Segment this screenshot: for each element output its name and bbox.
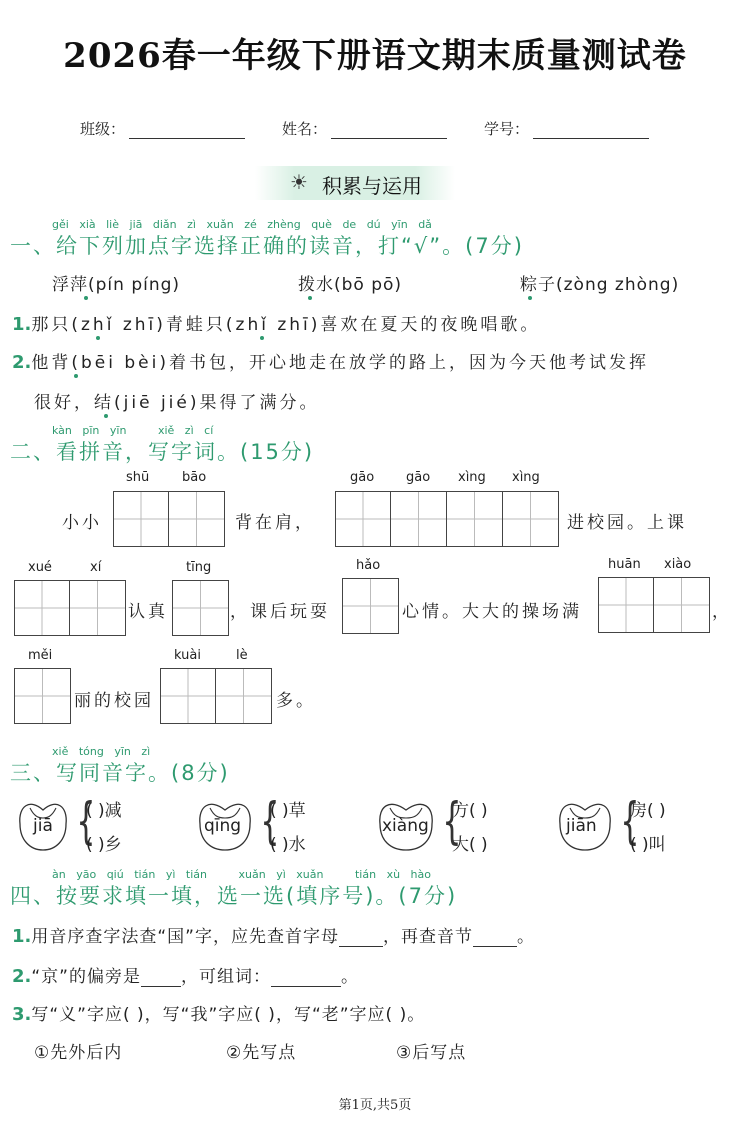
emphasis-dot <box>308 296 312 300</box>
writing-box[interactable] <box>447 491 503 547</box>
q4-sentence-3[interactable]: 3.写“义”字应( )，写“我”字应( )，写“老”字应( )。 <box>12 1004 426 1025</box>
pinyin-mei: měi <box>28 648 53 663</box>
q1-item-fuping[interactable]: 浮萍(pín píng) <box>52 275 181 295</box>
q3-pinyin: xiě tóng yīn zì <box>52 745 151 758</box>
writing-box[interactable] <box>172 580 229 636</box>
pinyin-xing: xìng <box>458 470 486 485</box>
pinyin-xi: xí <box>90 560 102 575</box>
pinyin-gao: gāo <box>406 470 431 485</box>
q1-sentence-2a[interactable]: 2.他背(bēi bèi)着书包，开心地走在放学的路上，因为今天他考试发挥 <box>12 352 649 373</box>
emphasis-dot <box>96 336 100 340</box>
section-banner-title: 积累与运用 <box>322 174 422 198</box>
pinyin-shu: shū <box>126 470 150 485</box>
q1-sentence-1[interactable]: 1.那只(zhǐ zhī)青蛙只(zhǐ zhī)喜欢在夏天的夜晚唱歌。 <box>12 314 541 335</box>
q2-boxes-gaogaoxingxing[interactable] <box>335 491 559 547</box>
writing-box[interactable] <box>598 577 654 633</box>
pinyin-bao: bāo <box>182 470 207 485</box>
pinyin-hao: hǎo <box>356 558 381 573</box>
writing-box[interactable] <box>335 491 391 547</box>
q1-item-boshui[interactable]: 拨水(bō pō) <box>298 275 403 295</box>
q2-boxes-kuaile[interactable] <box>160 668 272 724</box>
q2-text-xiaoxiao: 小小 <box>62 513 102 533</box>
brace: { <box>442 792 462 850</box>
q2-boxes-shubao[interactable] <box>113 491 225 547</box>
q2-text-jinxiaoyuan: 进校园。上课 <box>567 513 687 533</box>
writing-box[interactable] <box>70 580 126 636</box>
emphasis-dot <box>104 414 108 418</box>
q3-blank-shui[interactable]: ( )水 <box>270 835 306 855</box>
name-label: 姓名： <box>282 120 328 138</box>
writing-box[interactable] <box>113 491 169 547</box>
q3-blank-fangjian[interactable]: 房( ) <box>630 801 666 821</box>
q4-blank-initial[interactable] <box>339 932 383 947</box>
emphasis-dot <box>74 374 78 378</box>
q3-blank-daxiang[interactable]: 大( ) <box>452 835 488 855</box>
writing-box[interactable] <box>391 491 447 547</box>
q2-pinyin: kàn pīn yīn xiě zì cí <box>52 424 214 437</box>
q4-option-1: ①先外后内 <box>34 1043 123 1063</box>
brace: { <box>260 792 280 850</box>
q4-blank-radical[interactable] <box>141 972 181 987</box>
q4-pinyin: àn yāo qiú tián yì tián xuǎn yì xuǎn tián xù hào <box>52 868 431 881</box>
writing-box[interactable] <box>14 580 70 636</box>
writing-box[interactable] <box>160 668 216 724</box>
q4-sentence-2[interactable]: 2.“京”的偏旁是 ，可组词： 。 <box>12 966 359 987</box>
page-title: 2026春一年级下册语文期末质量测试卷 <box>63 36 687 76</box>
q2-text-kehou: ，课后玩耍 <box>230 602 330 622</box>
q1-item-zongzi[interactable]: 粽子(zòng zhòng) <box>520 275 680 295</box>
q2-heading: 二、看拼音，写字词。(15分) <box>10 440 315 464</box>
q3-blank-xiang[interactable]: ( )乡 <box>86 835 122 855</box>
q3-pinyin-jian: jiān <box>566 816 597 836</box>
q3-blank-jian[interactable]: ( )减 <box>86 801 122 821</box>
q1-pinyin: gěi xià liè jiā diǎn zì xuǎn zé zhèng què de dú yīn dǎ <box>52 218 432 231</box>
writing-box[interactable] <box>503 491 559 547</box>
emphasis-dot <box>528 296 532 300</box>
class-blank[interactable] <box>129 122 245 139</box>
q4-option-3: ③后写点 <box>396 1043 467 1063</box>
q4-option-2: ②先写点 <box>226 1043 297 1063</box>
id-blank[interactable] <box>533 122 649 139</box>
class-label: 班级： <box>80 120 126 138</box>
pinyin-gao: gāo <box>350 470 375 485</box>
q3-blank-cao[interactable]: ( )草 <box>270 801 306 821</box>
writing-box[interactable] <box>216 668 272 724</box>
q2-boxes-huanxiao[interactable] <box>598 577 710 633</box>
q2-text-lide: 丽的校园 <box>74 691 154 711</box>
q3-pinyin-xiang: xiàng <box>382 816 429 836</box>
class-field[interactable] <box>80 118 245 139</box>
name-field[interactable] <box>282 118 447 139</box>
q4-heading: 四、按要求填一填，选一选(填序号)。(7分) <box>10 884 458 908</box>
pinyin-ting: tīng <box>186 560 212 575</box>
q4-blank-word[interactable] <box>271 972 341 987</box>
q3-heading: 三、写同音字。(8分) <box>10 761 230 785</box>
id-label: 学号： <box>484 120 530 138</box>
q2-text-xinqing: 心情。大大的操场满 <box>402 602 582 622</box>
q3-blank-jianjiao[interactable]: ( )叫 <box>630 835 666 855</box>
pinyin-kuai: kuài <box>174 648 201 663</box>
writing-box[interactable] <box>14 668 71 724</box>
writing-box[interactable] <box>342 578 399 634</box>
q2-text-renzhen: 认真 <box>128 602 168 622</box>
pinyin-xue: xué <box>28 560 52 575</box>
name-blank[interactable] <box>331 122 447 139</box>
writing-box[interactable] <box>169 491 225 547</box>
q3-pinyin-jia: jiā <box>33 816 53 836</box>
q2-boxes-xuexi[interactable] <box>14 580 126 636</box>
q1-sentence-2b[interactable]: 很好，结(jiē jié)果得了满分。 <box>34 393 320 413</box>
pinyin-xiao: xiào <box>664 557 692 572</box>
page-footer: 第1页,共5页 <box>338 1098 412 1113</box>
pinyin-le: lè <box>236 648 248 663</box>
q2-text-beizaijian: 背在肩， <box>235 513 315 533</box>
q3-pinyin-qing: qīng <box>204 816 242 836</box>
q2-text-comma: ， <box>712 602 732 622</box>
q2-text-duo: 多。 <box>276 691 316 711</box>
writing-box[interactable] <box>654 577 710 633</box>
q4-sentence-1[interactable]: 1.用音序查字法查“国”字，应先查首字母 ，再查音节 。 <box>12 926 535 947</box>
id-field[interactable] <box>484 118 649 139</box>
q3-blank-fangxiang[interactable]: 方( ) <box>452 801 488 821</box>
q4-blank-syllable[interactable] <box>473 932 517 947</box>
brace: { <box>620 792 640 850</box>
q1-heading: 一、给下列加点字选择正确的读音，打“√”。(7分) <box>10 234 524 258</box>
emphasis-dot <box>84 296 88 300</box>
emphasis-dot <box>260 336 264 340</box>
brace: { <box>76 792 96 850</box>
pinyin-xing: xìng <box>512 470 540 485</box>
pinyin-huan: huān <box>608 557 641 572</box>
sun-icon: ☀ <box>290 170 308 194</box>
